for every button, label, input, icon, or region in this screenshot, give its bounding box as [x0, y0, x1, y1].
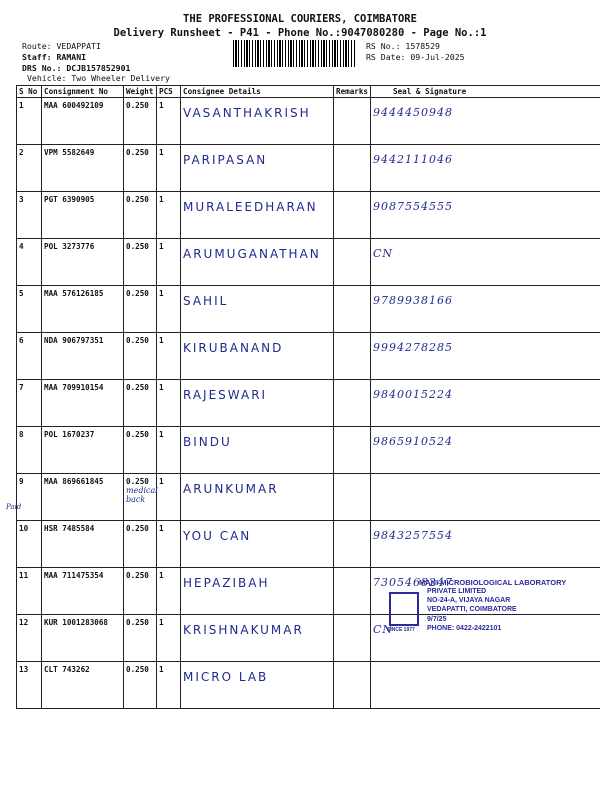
barcode-image	[233, 40, 355, 67]
row-signature: 9442111046	[371, 145, 600, 192]
staff-label: Staff: RAMANI	[22, 52, 87, 62]
row-sno: 13	[17, 662, 42, 709]
row-consignment: PGT 6390905	[42, 192, 124, 239]
drs-label: DRS No.: DCJB157852901	[22, 63, 131, 73]
row-sno: 9	[17, 474, 42, 521]
row-consignment: MAA 600492109	[42, 98, 124, 145]
row-remarks	[334, 521, 371, 568]
rs-no-label: RS No.: 1578529	[366, 41, 440, 51]
stamp-date: 9/7/25	[427, 616, 447, 623]
table-row	[17, 427, 600, 474]
runsheet-subtitle: Delivery Runsheet - P41 - Phone No.:9047080280 - Page No.:1	[113, 27, 487, 39]
row-signature: 9789938166	[371, 286, 600, 333]
row-remarks	[334, 474, 371, 521]
row-sno: 6	[17, 333, 42, 380]
row-weight: 0.250	[124, 427, 157, 474]
table-header-row	[17, 86, 600, 98]
row-consignment: MAA 711475354	[42, 568, 124, 615]
row-pcs: 1	[157, 145, 181, 192]
table-row	[17, 286, 600, 333]
col-weight: Weight	[124, 86, 157, 98]
row-consignee: SAHIL	[181, 286, 334, 333]
weight-value: 0.250	[126, 477, 149, 486]
row-pcs: 1	[157, 474, 181, 521]
table-row	[17, 474, 600, 521]
row-consignment: CLT 743262	[42, 662, 124, 709]
row-weight: 0.250	[124, 568, 157, 615]
row-pcs: 1	[157, 662, 181, 709]
row-consignment: MAA 576126185	[42, 286, 124, 333]
row-consignment: MAA 869661845	[42, 474, 124, 521]
row-remarks	[334, 192, 371, 239]
row-sno: 3	[17, 192, 42, 239]
table-row	[17, 662, 600, 709]
row-sno: 7	[17, 380, 42, 427]
row-sno: 8	[17, 427, 42, 474]
row-pcs: 1	[157, 615, 181, 662]
company-title: THE PROFESSIONAL COURIERS, COIMBATORE	[183, 13, 417, 25]
row-pcs: 1	[157, 380, 181, 427]
row-pcs: 1	[157, 521, 181, 568]
row-weight: 0.250	[124, 662, 157, 709]
row-consignee: KRISHNAKUMAR	[181, 615, 334, 662]
row-weight: 0.250	[124, 239, 157, 286]
row-weight: 0.250	[124, 98, 157, 145]
row-consignment: HSR 7485584	[42, 521, 124, 568]
col-signature: Seal & Signature	[371, 86, 600, 98]
stamp-since: SINCE 1977	[387, 627, 415, 633]
row-consignee: BINDU	[181, 427, 334, 474]
lab-logo-icon	[389, 592, 419, 626]
row-signature: CN	[371, 239, 600, 286]
table-row	[17, 380, 600, 427]
row-consignee: MURALEEDHARAN	[181, 192, 334, 239]
row-pcs: 1	[157, 239, 181, 286]
row-sno: 10	[17, 521, 42, 568]
stamp-phone: PHONE: 0422-2422101	[427, 625, 502, 632]
row-consignee: PARIPASAN	[181, 145, 334, 192]
lab-stamp	[385, 578, 580, 636]
row-remarks	[334, 568, 371, 615]
row-remarks	[334, 98, 371, 145]
row-remarks	[334, 286, 371, 333]
row-sno: 2	[17, 145, 42, 192]
row-consignment: POL 1670237	[42, 427, 124, 474]
row-remarks	[334, 380, 371, 427]
table-row	[17, 239, 600, 286]
row-consignee: ARUMUGANATHAN	[181, 239, 334, 286]
row-consignment: POL 3273776	[42, 239, 124, 286]
row-sno: 12	[17, 615, 42, 662]
row-remarks	[334, 615, 371, 662]
row-remarks	[334, 333, 371, 380]
row-pcs: 1	[157, 427, 181, 474]
row-pcs: 1	[157, 333, 181, 380]
row-signature: 9843257554	[371, 521, 600, 568]
row-consignment: VPM 5582649	[42, 145, 124, 192]
row-signature	[371, 474, 600, 521]
row-remarks	[334, 427, 371, 474]
row-consignee: VASANTHAKRISH	[181, 98, 334, 145]
table-row	[17, 145, 600, 192]
table-row	[17, 192, 600, 239]
row-pcs: 1	[157, 568, 181, 615]
row-signature: 9087554555	[371, 192, 600, 239]
row-consignee: MICRO LAB	[181, 662, 334, 709]
row-signature: 9840015224	[371, 380, 600, 427]
row-sno: 1	[17, 98, 42, 145]
row-consignment: KUR 1001283068	[42, 615, 124, 662]
row-signature	[371, 662, 600, 709]
row-consignee: HEPAZIBAH	[181, 568, 334, 615]
row-signature: 9865910524	[371, 427, 600, 474]
row-weight	[124, 474, 157, 521]
row-signature: 9444450948	[371, 98, 600, 145]
row-weight: 0.250	[124, 521, 157, 568]
rs-date-label: RS Date: 09-Jul-2025	[366, 52, 465, 62]
row-weight: 0.250	[124, 615, 157, 662]
table-row	[17, 98, 600, 145]
row-pcs: 1	[157, 98, 181, 145]
row-weight: 0.250	[124, 333, 157, 380]
row-weight: 0.250	[124, 380, 157, 427]
stamp-line4: VEDAPATTI, COIMBATORE	[427, 606, 517, 613]
row-weight: 0.250	[124, 145, 157, 192]
row-consignee: YOU CAN	[181, 521, 334, 568]
row-consignee: ARUNKUMAR	[181, 474, 334, 521]
table-row	[17, 333, 600, 380]
row-pcs: 1	[157, 286, 181, 333]
row-signature: 9994278285	[371, 333, 600, 380]
col-sno: S No	[17, 86, 42, 98]
vehicle-label: Vehicle: Two Wheeler Delivery	[27, 73, 170, 83]
table-row	[17, 521, 600, 568]
row-sno: 11	[17, 568, 42, 615]
row-remarks	[334, 145, 371, 192]
col-consignee: Consignee Details	[181, 86, 334, 98]
row-signature: 7305468247	[371, 568, 600, 615]
row-signature: CN	[371, 615, 600, 662]
row-remarks	[334, 662, 371, 709]
stamp-line2: PRIVATE LIMITED	[427, 588, 487, 595]
stamp-name: MANI MICROBIOLOGICAL LABORATORY	[419, 578, 567, 587]
row-consignment: NDA 906797351	[42, 333, 124, 380]
row-sno: 4	[17, 239, 42, 286]
row-consignee: RAJESWARI	[181, 380, 334, 427]
col-pcs: PCS	[157, 86, 181, 98]
row-weight: 0.250	[124, 286, 157, 333]
row-sno: 5	[17, 286, 42, 333]
col-consignment: Consignment No	[42, 86, 124, 98]
stamp-line3: NO-24-A, VIJAYA NAGAR	[427, 597, 511, 604]
margin-note: Paid	[6, 503, 22, 511]
col-remarks: Remarks	[334, 86, 371, 98]
row-pcs: 1	[157, 192, 181, 239]
handwritten-note: medical back	[126, 486, 158, 504]
row-consignment: MAA 709910154	[42, 380, 124, 427]
row-remarks	[334, 239, 371, 286]
route-label: Route: VEDAPPATI	[22, 41, 101, 51]
row-weight: 0.250	[124, 192, 157, 239]
row-consignee: KIRUBANAND	[181, 333, 334, 380]
